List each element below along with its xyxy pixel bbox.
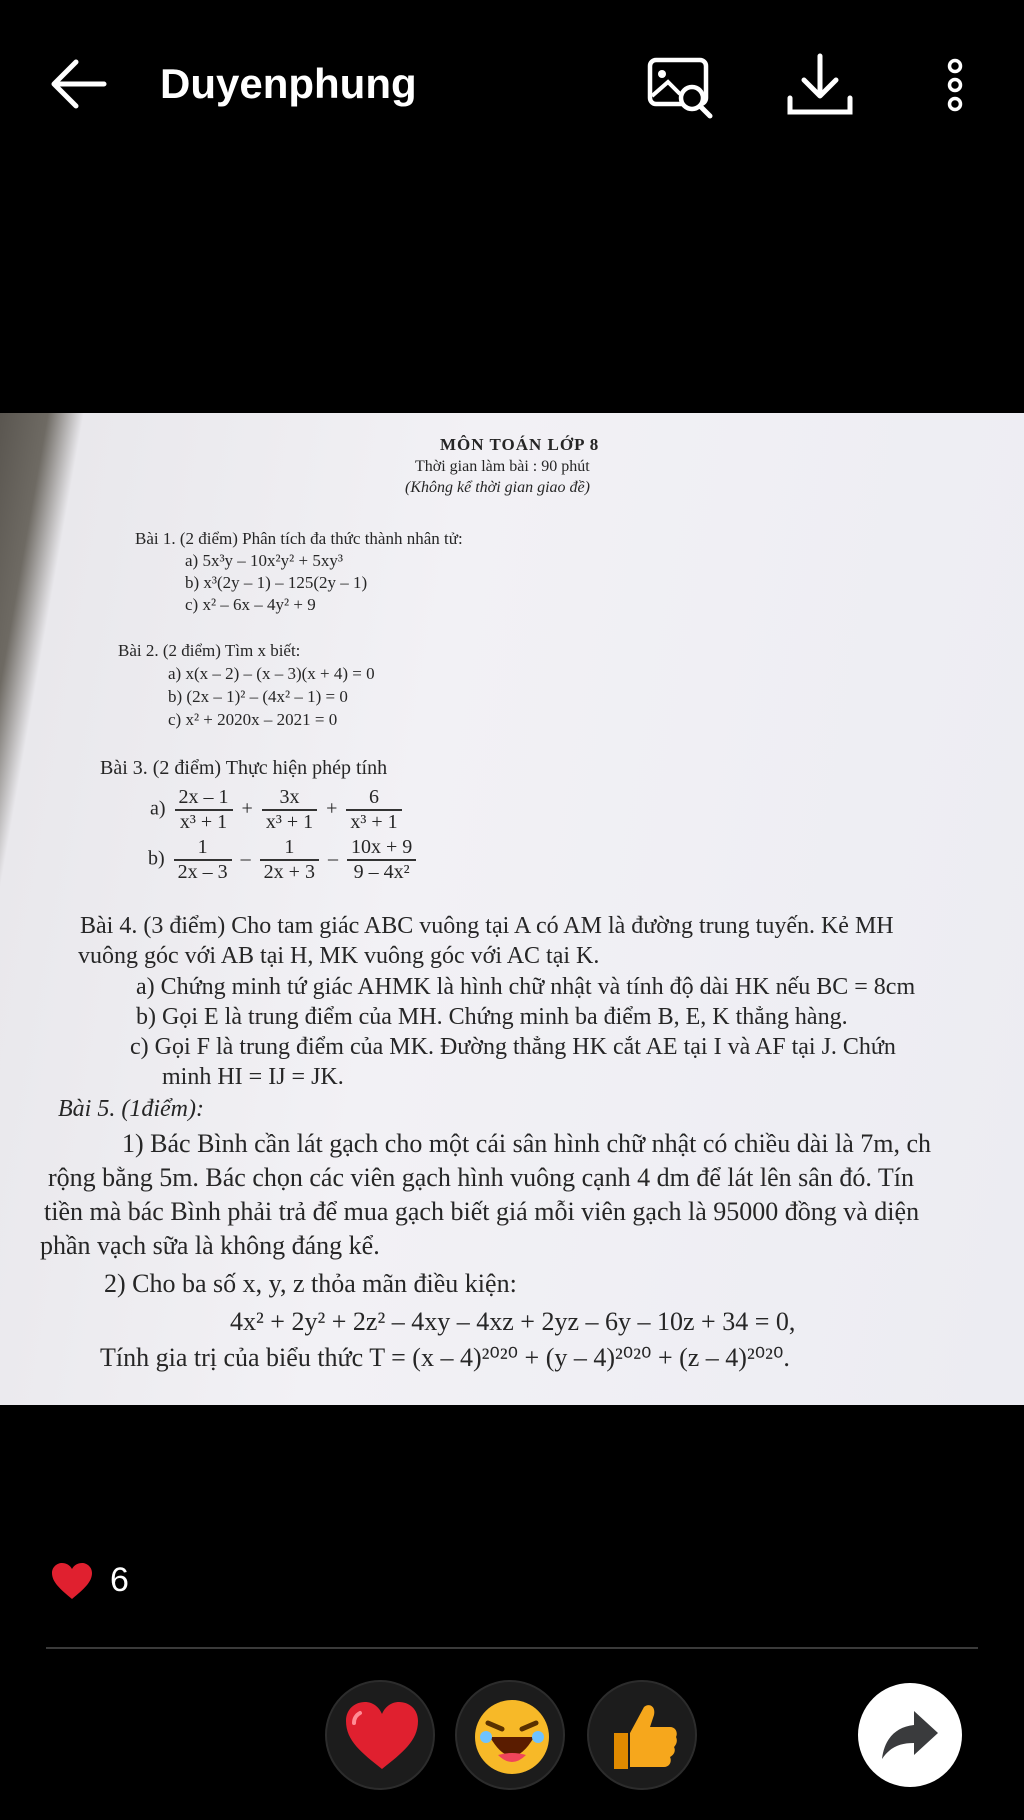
bai5-p1-line1: 1) Bác Bình cần lát gạch cho một cái sân hình chữ nhật có chiều dài là 7m, ch <box>122 1129 931 1158</box>
bai2-b: b) (2x – 1)² – (4x² – 1) = 0 <box>168 687 348 706</box>
fraction <box>262 786 317 834</box>
operator: + <box>241 797 253 820</box>
bai3-title: Bài 3. (2 điểm) Thực hiện phép tính <box>100 757 388 779</box>
back-arrow-icon <box>48 58 108 110</box>
bai1-a: a) 5x³y – 10x²y² + 5xy³ <box>185 551 343 570</box>
bai5-p2-equation: 4x² + 2y² + 2z² – 4xy – 4xz + 2yz – 6y – 10z + 34 = 0, <box>230 1307 796 1336</box>
post-photo[interactable] <box>0 413 1024 1405</box>
fraction <box>347 836 416 884</box>
operator: + <box>326 797 338 820</box>
heart-icon <box>50 1561 94 1601</box>
like-reaction-button[interactable] <box>587 1680 697 1790</box>
exam-heading: MÔN TOÁN LỚP 8 <box>440 435 600 454</box>
bai3-a <box>150 786 406 834</box>
bai2-a: a) x(x – 2) – (x – 3)(x + 4) = 0 <box>168 664 375 683</box>
denominator: 2x + 3 <box>263 861 315 883</box>
bai4-line1: Bài 4. (3 điểm) Cho tam giác ABC vuông tại A có AM là đường trung tuyến. Kẻ MH <box>80 913 894 939</box>
laugh-reaction-button[interactable] <box>455 1680 565 1790</box>
numerator: 6 <box>346 786 401 811</box>
denominator: 9 – 4x² <box>353 861 410 883</box>
bai4-a: a) Chứng minh tứ giác AHMK là hình chữ nhật và tính độ dài HK nếu BC = 8cm <box>136 974 916 1000</box>
laugh-reaction-icon <box>472 1697 552 1777</box>
heart-reaction-icon <box>342 1697 422 1777</box>
share-arrow-icon <box>880 1707 940 1763</box>
reaction-count: 6 <box>110 1561 129 1599</box>
bai1-b: b) x³(2y – 1) – 125(2y – 1) <box>185 573 368 592</box>
back-button[interactable] <box>48 58 108 110</box>
download-icon <box>780 50 860 120</box>
image-search-button[interactable] <box>640 50 720 120</box>
page-title: Duyenphung <box>160 60 417 107</box>
bai5-p1-line3: tiền mà bác Bình phải trả để mua gạch biết giá mỗi viên gạch là 95000 đồng và diện <box>44 1197 920 1226</box>
bai4-c: c) Gọi F là trung điểm của MK. Đường thẳng HK cắt AE tại I và AF tại J. Chứn <box>130 1034 896 1060</box>
bai2-title: Bài 2. (2 điểm) Tìm x biết: <box>118 641 301 660</box>
bai1-c: c) x² – 6x – 4y² + 9 <box>185 595 316 614</box>
bai5-p1-line4: phần vạch sữa là không đáng kể. <box>40 1231 380 1260</box>
bai3-b-label: b) <box>148 847 165 870</box>
numerator: 3x <box>262 786 317 811</box>
fraction <box>346 786 401 834</box>
operator: – <box>240 847 251 870</box>
like-reaction-icon <box>604 1697 684 1777</box>
fraction <box>175 786 233 834</box>
bai5-p2-line3: Tính gia trị của biểu thức T = (x – 4)²⁰²⁰ + (y – 4)²⁰²⁰ + (z – 4)²⁰²⁰. <box>100 1343 790 1372</box>
exam-time: Thời gian làm bài : 90 phút <box>415 458 590 475</box>
exam-note: (Không kể thời gian giao đề) <box>405 479 590 496</box>
more-options-button[interactable] <box>930 50 980 120</box>
bai1-title: Bài 1. (2 điểm) Phân tích đa thức thành nhân tử: <box>135 529 463 548</box>
bai4-b: b) Gọi E là trung điểm của MH. Chứng minh ba điểm B, E, K thẳng hàng. <box>136 1004 848 1030</box>
download-button[interactable] <box>780 50 860 120</box>
numerator: 10x + 9 <box>347 836 416 861</box>
numerator: 1 <box>260 836 319 861</box>
numerator: 1 <box>174 836 232 861</box>
fraction <box>260 836 319 884</box>
bai2-c: c) x² + 2020x – 2021 = 0 <box>168 710 338 729</box>
image-search-icon <box>640 50 720 120</box>
bai5-p1-line2: rộng bằng 5m. Bác chọn các viên gạch hình vuông cạnh 4 dm để lát lên sân đó. Tín <box>48 1163 914 1192</box>
bai3-a-label: a) <box>150 797 166 820</box>
denominator: x³ + 1 <box>265 811 314 833</box>
more-vertical-icon <box>930 50 980 120</box>
operator: – <box>327 847 338 870</box>
bai5-title: Bài 5. (1điểm): <box>58 1096 204 1122</box>
heart-reaction-button[interactable] <box>325 1680 435 1790</box>
bai4-c2: minh HI = IJ = JK. <box>162 1064 344 1090</box>
fraction <box>174 836 232 884</box>
bai3-b <box>148 836 420 884</box>
denominator: x³ + 1 <box>350 811 398 833</box>
exam-paper <box>0 413 1024 1405</box>
numerator: 2x – 1 <box>175 786 233 811</box>
denominator: 2x – 3 <box>177 861 228 883</box>
top-bar <box>0 0 1024 170</box>
bai4-line2: vuông góc với AB tại H, MK vuông góc với AC tại K. <box>78 943 600 969</box>
bai5-p2-line1: 2) Cho ba số x, y, z thỏa mãn điều kiện: <box>104 1269 517 1298</box>
denominator: x³ + 1 <box>179 811 228 833</box>
share-button[interactable] <box>858 1683 962 1787</box>
divider <box>46 1647 978 1649</box>
